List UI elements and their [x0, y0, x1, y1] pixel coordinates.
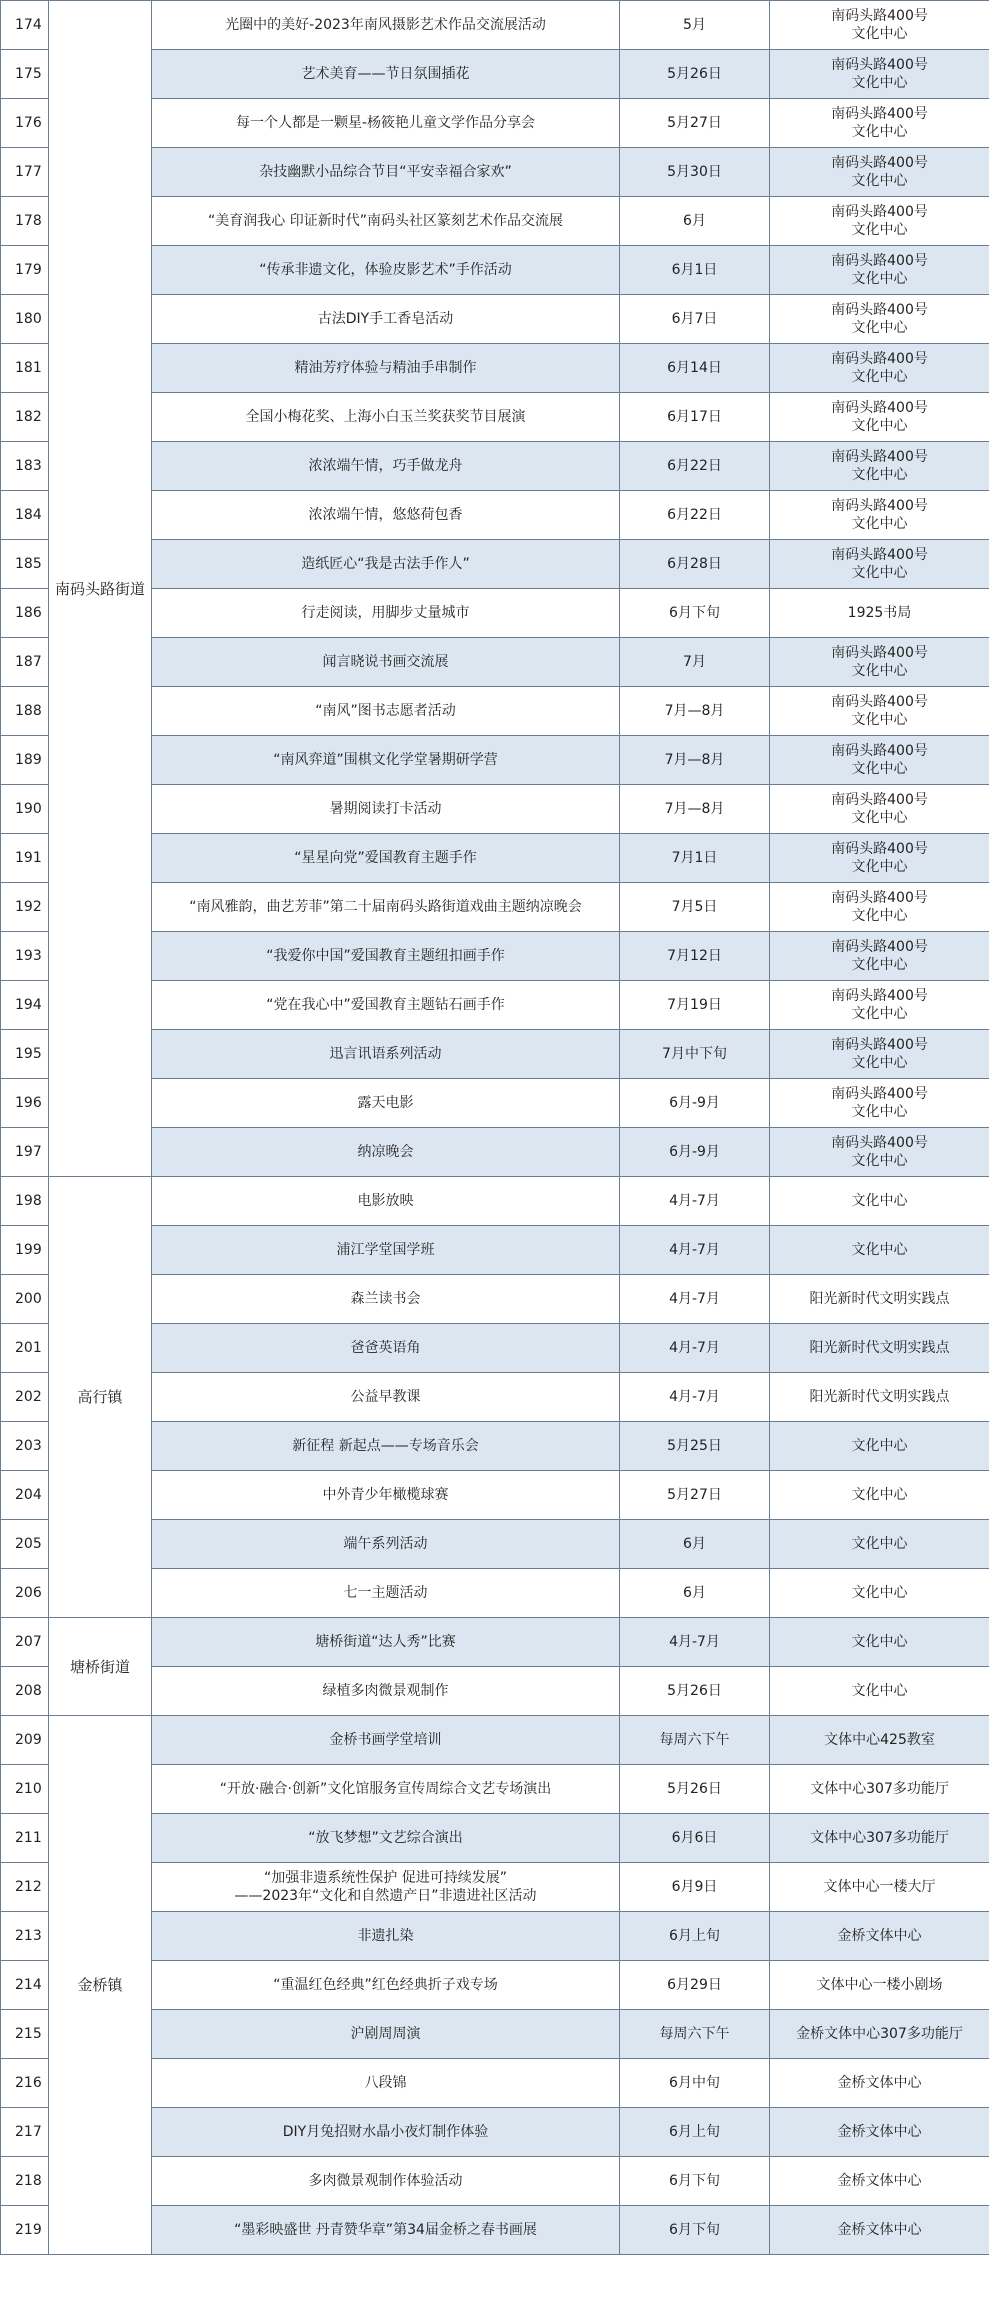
event-venue-cell: 文化中心: [770, 1618, 989, 1667]
event-venue-cell: 金桥文体中心: [770, 2157, 989, 2206]
event-venue-cell: 金桥文体中心: [770, 2059, 989, 2108]
table-row: [1, 1716, 989, 1765]
event-date-cell: 5月26日: [620, 50, 770, 99]
row-number-cell: 219: [1, 2206, 49, 2255]
row-number-cell: 199: [1, 1226, 49, 1275]
event-venue-cell: 南码头路400号 文化中心: [770, 638, 989, 687]
row-number-cell: 202: [1, 1373, 49, 1422]
event-date-cell: 6月: [620, 1520, 770, 1569]
event-venue-cell: 文化中心: [770, 1177, 989, 1226]
row-number-cell: 195: [1, 1030, 49, 1079]
event-date-cell: 5月30日: [620, 148, 770, 197]
row-number-cell: 201: [1, 1324, 49, 1373]
row-number-cell: 213: [1, 1912, 49, 1961]
row-number-cell: 218: [1, 2157, 49, 2206]
event-venue-cell: 文化中心: [770, 1569, 989, 1618]
event-name-cell: “传承非遗文化，体验皮影艺术”手作活动: [152, 246, 620, 295]
event-date-cell: 6月22日: [620, 491, 770, 540]
event-name-cell: “南风”图书志愿者活动: [152, 687, 620, 736]
event-venue-cell: 南码头路400号 文化中心: [770, 491, 989, 540]
event-venue-cell: 阳光新时代文明实践点: [770, 1324, 989, 1373]
event-venue-cell: 南码头路400号 文化中心: [770, 736, 989, 785]
event-venue-cell: 文体中心一楼大厅: [770, 1863, 989, 1912]
row-number-cell: 187: [1, 638, 49, 687]
event-name-cell: 爸爸英语角: [152, 1324, 620, 1373]
row-number-cell: 183: [1, 442, 49, 491]
event-venue-cell: 文化中心: [770, 1520, 989, 1569]
event-venue-cell: 文体中心307多功能厅: [770, 1814, 989, 1863]
event-venue-cell: 南码头路400号 文化中心: [770, 540, 989, 589]
event-date-cell: 7月—8月: [620, 687, 770, 736]
event-name-cell: “加强非遗系统性保护 促进可持续发展” ——2023年“文化和自然遗产日”非遗进社区活动: [152, 1863, 620, 1912]
event-venue-cell: 南码头路400号 文化中心: [770, 883, 989, 932]
row-number-cell: 196: [1, 1079, 49, 1128]
table-row: [1, 1, 989, 50]
row-number-cell: 209: [1, 1716, 49, 1765]
event-date-cell: 6月-9月: [620, 1128, 770, 1177]
event-date-cell: 4月-7月: [620, 1373, 770, 1422]
event-venue-cell: 南码头路400号 文化中心: [770, 295, 989, 344]
row-number-cell: 185: [1, 540, 49, 589]
event-date-cell: 6月下旬: [620, 589, 770, 638]
event-date-cell: 5月: [620, 1, 770, 50]
event-date-cell: 5月26日: [620, 1667, 770, 1716]
event-name-cell: 暑期阅读打卡活动: [152, 785, 620, 834]
row-number-cell: 217: [1, 2108, 49, 2157]
row-number-cell: 205: [1, 1520, 49, 1569]
event-date-cell: 7月19日: [620, 981, 770, 1030]
event-venue-cell: 金桥文体中心: [770, 2108, 989, 2157]
event-name-cell: 沪剧周周演: [152, 2010, 620, 2059]
row-number-cell: 208: [1, 1667, 49, 1716]
event-name-cell: 公益早教课: [152, 1373, 620, 1422]
event-name-cell: 新征程 新起点——专场音乐会: [152, 1422, 620, 1471]
event-date-cell: 6月22日: [620, 442, 770, 491]
row-number-cell: 179: [1, 246, 49, 295]
event-date-cell: 4月-7月: [620, 1177, 770, 1226]
event-date-cell: 每周六下午: [620, 1716, 770, 1765]
event-name-cell: 艺术美育——节日氛围插花: [152, 50, 620, 99]
event-date-cell: 6月28日: [620, 540, 770, 589]
event-date-cell: 6月17日: [620, 393, 770, 442]
event-name-cell: “我爱你中国”爱国教育主题纽扣画手作: [152, 932, 620, 981]
event-venue-cell: 南码头路400号 文化中心: [770, 687, 989, 736]
event-venue-cell: 文体中心307多功能厅: [770, 1765, 989, 1814]
event-date-cell: 6月下旬: [620, 2206, 770, 2255]
row-number-cell: 174: [1, 1, 49, 50]
event-date-cell: 每周六下午: [620, 2010, 770, 2059]
event-name-cell: 每一个人都是一颗星-杨筱艳儿童文学作品分享会: [152, 99, 620, 148]
event-venue-cell: 南码头路400号 文化中心: [770, 1030, 989, 1079]
event-date-cell: 6月14日: [620, 344, 770, 393]
event-date-cell: 7月: [620, 638, 770, 687]
event-date-cell: 6月-9月: [620, 1079, 770, 1128]
row-number-cell: 203: [1, 1422, 49, 1471]
event-venue-cell: 阳光新时代文明实践点: [770, 1373, 989, 1422]
table-row: [1, 1618, 989, 1667]
row-number-cell: 186: [1, 589, 49, 638]
event-venue-cell: 文体中心425教室: [770, 1716, 989, 1765]
event-name-cell: 七一主题活动: [152, 1569, 620, 1618]
event-name-cell: “南风弈道”围棋文化学堂暑期研学营: [152, 736, 620, 785]
event-venue-cell: 南码头路400号 文化中心: [770, 785, 989, 834]
event-venue-cell: 南码头路400号 文化中心: [770, 834, 989, 883]
row-number-cell: 200: [1, 1275, 49, 1324]
row-number-cell: 211: [1, 1814, 49, 1863]
event-date-cell: 6月1日: [620, 246, 770, 295]
row-number-cell: 177: [1, 148, 49, 197]
row-number-cell: 193: [1, 932, 49, 981]
event-date-cell: 4月-7月: [620, 1226, 770, 1275]
event-date-cell: 4月-7月: [620, 1275, 770, 1324]
row-number-cell: 182: [1, 393, 49, 442]
event-venue-cell: 金桥文体中心: [770, 1912, 989, 1961]
row-number-cell: 206: [1, 1569, 49, 1618]
event-venue-cell: 南码头路400号 文化中心: [770, 932, 989, 981]
event-name-cell: 精油芳疗体验与精油手串制作: [152, 344, 620, 393]
event-name-cell: 纳凉晚会: [152, 1128, 620, 1177]
event-name-cell: 浓浓端午情，悠悠荷包香: [152, 491, 620, 540]
event-date-cell: 6月上旬: [620, 2108, 770, 2157]
event-date-cell: 7月—8月: [620, 736, 770, 785]
row-number-cell: 197: [1, 1128, 49, 1177]
row-number-cell: 188: [1, 687, 49, 736]
event-venue-cell: 南码头路400号 文化中心: [770, 1, 989, 50]
event-name-cell: “南风雅韵，曲艺芳菲”第二十届南码头路街道戏曲主题纳凉晚会: [152, 883, 620, 932]
event-venue-cell: 文化中心: [770, 1667, 989, 1716]
event-date-cell: 5月27日: [620, 99, 770, 148]
event-name-cell: 全国小梅花奖、上海小白玉兰奖获奖节目展演: [152, 393, 620, 442]
event-venue-cell: 南码头路400号 文化中心: [770, 99, 989, 148]
row-number-cell: 214: [1, 1961, 49, 2010]
row-number-cell: 190: [1, 785, 49, 834]
event-venue-cell: 南码头路400号 文化中心: [770, 344, 989, 393]
event-name-cell: 闻言晓说书画交流展: [152, 638, 620, 687]
row-number-cell: 198: [1, 1177, 49, 1226]
event-name-cell: 造纸匠心“我是古法手作人”: [152, 540, 620, 589]
row-number-cell: 180: [1, 295, 49, 344]
event-name-cell: 行走阅读，用脚步丈量城市: [152, 589, 620, 638]
row-number-cell: 176: [1, 99, 49, 148]
event-date-cell: 6月下旬: [620, 2157, 770, 2206]
event-date-cell: 7月—8月: [620, 785, 770, 834]
event-venue-cell: 金桥文体中心: [770, 2206, 989, 2255]
street-name-cell: 塘桥街道: [49, 1618, 152, 1716]
event-date-cell: 6月: [620, 1569, 770, 1618]
event-name-cell: 八段锦: [152, 2059, 620, 2108]
event-date-cell: 5月26日: [620, 1765, 770, 1814]
row-number-cell: 191: [1, 834, 49, 883]
row-number-cell: 192: [1, 883, 49, 932]
event-date-cell: 7月1日: [620, 834, 770, 883]
event-venue-cell: 南码头路400号 文化中心: [770, 148, 989, 197]
event-name-cell: “放飞梦想”文艺综合演出: [152, 1814, 620, 1863]
event-date-cell: 4月-7月: [620, 1618, 770, 1667]
event-name-cell: “墨彩映盛世 丹青赞华章”第34届金桥之春书画展: [152, 2206, 620, 2255]
street-name-cell: 金桥镇: [49, 1716, 152, 2255]
event-date-cell: 6月中旬: [620, 2059, 770, 2108]
event-venue-cell: 南码头路400号 文化中心: [770, 981, 989, 1030]
event-name-cell: 金桥书画学堂培训: [152, 1716, 620, 1765]
row-number-cell: 194: [1, 981, 49, 1030]
event-name-cell: “开放·融合·创新”文化馆服务宣传周综合文艺专场演出: [152, 1765, 620, 1814]
event-name-cell: “重温红色经典”红色经典折子戏专场: [152, 1961, 620, 2010]
event-name-cell: 杂技幽默小品综合节目“平安幸福合家欢”: [152, 148, 620, 197]
event-name-cell: 端午系列活动: [152, 1520, 620, 1569]
row-number-cell: 181: [1, 344, 49, 393]
row-number-cell: 216: [1, 2059, 49, 2108]
street-name-cell: 南码头路街道: [49, 1, 152, 1177]
event-venue-cell: 南码头路400号 文化中心: [770, 442, 989, 491]
event-date-cell: 5月27日: [620, 1471, 770, 1520]
event-date-cell: 6月7日: [620, 295, 770, 344]
event-name-cell: 光圈中的美好-2023年南风摄影艺术作品交流展活动: [152, 1, 620, 50]
row-number-cell: 189: [1, 736, 49, 785]
row-number-cell: 178: [1, 197, 49, 246]
event-venue-cell: 金桥文体中心307多功能厅: [770, 2010, 989, 2059]
event-name-cell: 电影放映: [152, 1177, 620, 1226]
table-body: [1, 1, 989, 2255]
row-number-cell: 184: [1, 491, 49, 540]
event-name-cell: 中外青少年橄榄球赛: [152, 1471, 620, 1520]
event-name-cell: 浦江学堂国学班: [152, 1226, 620, 1275]
table-row: [1, 1177, 989, 1226]
event-name-cell: “星星向党”爱国教育主题手作: [152, 834, 620, 883]
event-venue-cell: 南码头路400号 文化中心: [770, 393, 989, 442]
event-name-cell: 森兰读书会: [152, 1275, 620, 1324]
event-name-cell: 浓浓端午情，巧手做龙舟: [152, 442, 620, 491]
event-venue-cell: 文化中心: [770, 1226, 989, 1275]
row-number-cell: 215: [1, 2010, 49, 2059]
event-date-cell: 6月6日: [620, 1814, 770, 1863]
event-name-cell: 露天电影: [152, 1079, 620, 1128]
event-venue-cell: 文化中心: [770, 1422, 989, 1471]
street-name-cell: 高行镇: [49, 1177, 152, 1618]
row-number-cell: 212: [1, 1863, 49, 1912]
row-number-cell: 207: [1, 1618, 49, 1667]
row-number-cell: 204: [1, 1471, 49, 1520]
row-number-cell: 175: [1, 50, 49, 99]
event-date-cell: 6月9日: [620, 1863, 770, 1912]
row-number-cell: 210: [1, 1765, 49, 1814]
event-name-cell: 绿植多肉微景观制作: [152, 1667, 620, 1716]
event-date-cell: 4月-7月: [620, 1324, 770, 1373]
event-name-cell: “美育润我心 印证新时代”南码头社区篆刻艺术作品交流展: [152, 197, 620, 246]
event-venue-cell: 南码头路400号 文化中心: [770, 246, 989, 295]
event-date-cell: 5月25日: [620, 1422, 770, 1471]
event-date-cell: 7月5日: [620, 883, 770, 932]
event-date-cell: 7月12日: [620, 932, 770, 981]
event-name-cell: 塘桥街道“达人秀”比赛: [152, 1618, 620, 1667]
event-venue-cell: 南码头路400号 文化中心: [770, 197, 989, 246]
event-venue-cell: 阳光新时代文明实践点: [770, 1275, 989, 1324]
event-name-cell: 迅言讯语系列活动: [152, 1030, 620, 1079]
event-venue-cell: 文化中心: [770, 1471, 989, 1520]
event-name-cell: 古法DIY手工香皂活动: [152, 295, 620, 344]
event-venue-cell: 文体中心一楼小剧场: [770, 1961, 989, 2010]
event-name-cell: DIY月兔招财水晶小夜灯制作体验: [152, 2108, 620, 2157]
event-date-cell: 6月: [620, 197, 770, 246]
event-venue-cell: 南码头路400号 文化中心: [770, 1128, 989, 1177]
event-venue-cell: 1925书局: [770, 589, 989, 638]
event-venue-cell: 南码头路400号 文化中心: [770, 50, 989, 99]
event-venue-cell: 南码头路400号 文化中心: [770, 1079, 989, 1128]
event-date-cell: 6月上旬: [620, 1912, 770, 1961]
event-date-cell: 6月29日: [620, 1961, 770, 2010]
event-name-cell: 非遗扎染: [152, 1912, 620, 1961]
event-name-cell: 多肉微景观制作体验活动: [152, 2157, 620, 2206]
event-date-cell: 7月中下旬: [620, 1030, 770, 1079]
event-name-cell: “党在我心中”爱国教育主题钻石画手作: [152, 981, 620, 1030]
